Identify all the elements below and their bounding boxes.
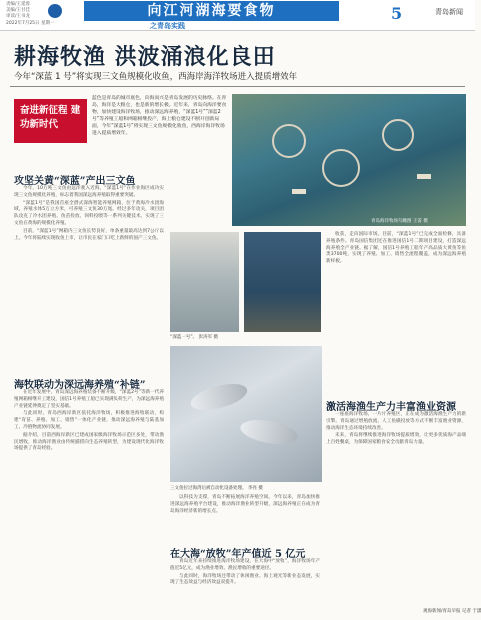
cage-icon	[272, 124, 306, 158]
article-column	[14, 186, 164, 372]
section-title: 海牧联动为深远海养殖“补链”	[14, 380, 146, 391]
campaign-tag: 奋进新征程 建功新时代	[14, 99, 87, 143]
article-column	[170, 559, 320, 612]
page-number: 5	[391, 4, 403, 23]
boat-icon	[417, 174, 431, 179]
section-banner: 向江河湖海要食物	[84, 1, 339, 21]
editor-line: 责编/王延蓉	[6, 2, 31, 7]
fish-icon	[188, 379, 250, 415]
fishing-photo	[244, 232, 321, 332]
photo-caption: “深蓝一号”。 彭涛军 摄	[170, 335, 219, 340]
headline: 耕海牧渔 洪波涌浪化良田	[14, 44, 276, 70]
paragraph: “深蓝1号”是我国首座全潜式深海智能养殖网箱，位于黄海冷水团海域，养殖水体5万立方米，可养殖三文鱼30万尾。经过多年攻关，项目团队攻克了冷水团养殖、鱼苗投放、饲料投喂等一系列关键技术，实现了三文鱼在黄海的规模化养殖。	[14, 200, 164, 226]
paragraph: 据介绍，目前西海岸新区已建成国家级海洋牧场示范区多处，带动渔民增收，推动海洋渔业由传统捕捞向生态养殖转型，为建设现代化海洋牧场提供了青岛经验。	[14, 432, 164, 452]
paragraph: 未来，青岛将继续推进海洋牧场提质增效，让更多优质海产品端上百姓餐桌，为保障国家粮食安全贡献青岛力量。	[326, 433, 466, 446]
fish-icon	[239, 416, 300, 448]
cage-icon	[382, 119, 414, 151]
paragraph: 与此同时，海洋牧场还带动了休闲渔业、海上观光等新业态发展，实现了生态效益与经济效益双提升。	[170, 573, 320, 586]
editor-line: 审读/王书龙	[6, 14, 31, 20]
article-column	[14, 390, 164, 612]
editor-line: 美编/王甘佳	[6, 8, 31, 14]
section-title: 在大海“放牧”年产值近 5 亿元	[170, 549, 306, 560]
newspaper-logo-icon	[48, 4, 62, 18]
section-subtitle: 之青岛实践	[150, 22, 185, 30]
paragraph: 以科技为支撑，青岛不断拓展海洋养殖空间。今年以来，青岛加快推进深远海养殖平台建设，推动海洋渔业转型升级，深远海养殖正在成为青岛海洋经济新的增长点。	[170, 495, 320, 514]
paragraph: 目前，“深蓝1号”网箱内三文鱼长势良好，单条重量最高达到7公斤以上。今年将陆续实现收鱼上市，让市民在家门口吃上新鲜的国产三文鱼。	[14, 228, 164, 241]
paragraph: 在近年发展中，青岛深远海养殖装备不断升级，“深蓝2号”等新一代养殖网箱相继开工建设，国信1号养殖工船已实现满负荷生产，为深远海养殖产业链延伸奠定了坚实基础。	[14, 390, 164, 409]
photo-caption: 三文鱼拉过海湾后被自动化设备处理。 李亮 摄	[170, 486, 263, 491]
section-title: 攻坚关黄“深蓝”产出三文鱼	[14, 176, 136, 187]
paragraph: 与此同时，青岛西海岸新区依托海洋牧场，积极推进海牧联动，构建“育苗、养殖、加工、销售”一体化产业链，推动深远海养殖与陆基加工、冷链物流协同发展。	[14, 411, 164, 430]
intro-paragraph: 蓝色是青岛的城市底色，向海而兴是青岛发展的历史脉络。在青岛，海洋是大粮仓，也是新的增长极。近年来，青岛向海洋要食物，加快建设海洋牧场，推动深远海养殖，“深蓝1号”“深蓝2号”等养殖工船和网箱相继投产，海上粮仓建设不断开创新局面，今年“深蓝1号”将实现三文鱼规模化收鱼，西海岸海洋牧场进入提质增效年。	[92, 96, 227, 136]
paragraph: 今年，10万吨三文鱼由远洋驶入近海，“深蓝1号”在作业海区成功实现三文鱼规模化养殖，标志着我国深远海养殖取得重要突破。	[14, 186, 164, 198]
divider	[10, 86, 465, 87]
date-line: 2022年7月25日 星期一	[6, 20, 55, 26]
article-column	[326, 232, 466, 392]
subheadline: 今年“深蓝 1 号”将实现三文鱼规模化收鱼，西海岸海洋牧场进入提质增效年	[14, 72, 298, 82]
paragraph: 一座座海洋牧场，一片片养殖区，正在成为激活海渔生产力的新引擎。青岛通过增殖放流、人工鱼礁投放等方式不断丰富渔业资源，推动海洋生态环境持续改善。	[326, 412, 466, 431]
aerial-photo	[232, 94, 466, 226]
paragraph: 青岛近年来持续推进海洋牧场建设，在大海中“放牧”，海洋牧场年产值近5亿元，成为渔业增效、渔民增收的重要途径。	[170, 559, 320, 571]
editor-info	[6, 2, 54, 27]
section-title: 激活海渔生产力丰富渔业资源	[326, 402, 456, 413]
article-column	[326, 412, 466, 604]
byline: 观海新闻/青岛早报 记者 于潇	[423, 609, 481, 614]
cage-icon	[322, 149, 360, 187]
article-column	[170, 495, 320, 543]
paragraph: 收获，走向国际市场。目前，“深蓝1号”已完成全面检修，具备养殖条件。青岛国信集团还在推进国信1号二期项目建设，打造深远海养殖全产业链。据了解，国信1号养殖工船年产高品质大黄鱼等鱼类3700吨，实现了养殖、加工、销售全流程覆盖，成为深远海养殖新样板。	[326, 232, 466, 265]
edition-name: 青岛新闻	[435, 8, 463, 16]
photo-caption: 青岛海洋牧场鸟瞰图 王雷 摄	[371, 219, 428, 224]
salmon-processing-photo	[170, 346, 322, 482]
platform-photo	[170, 232, 239, 332]
boat-icon	[292, 189, 306, 194]
